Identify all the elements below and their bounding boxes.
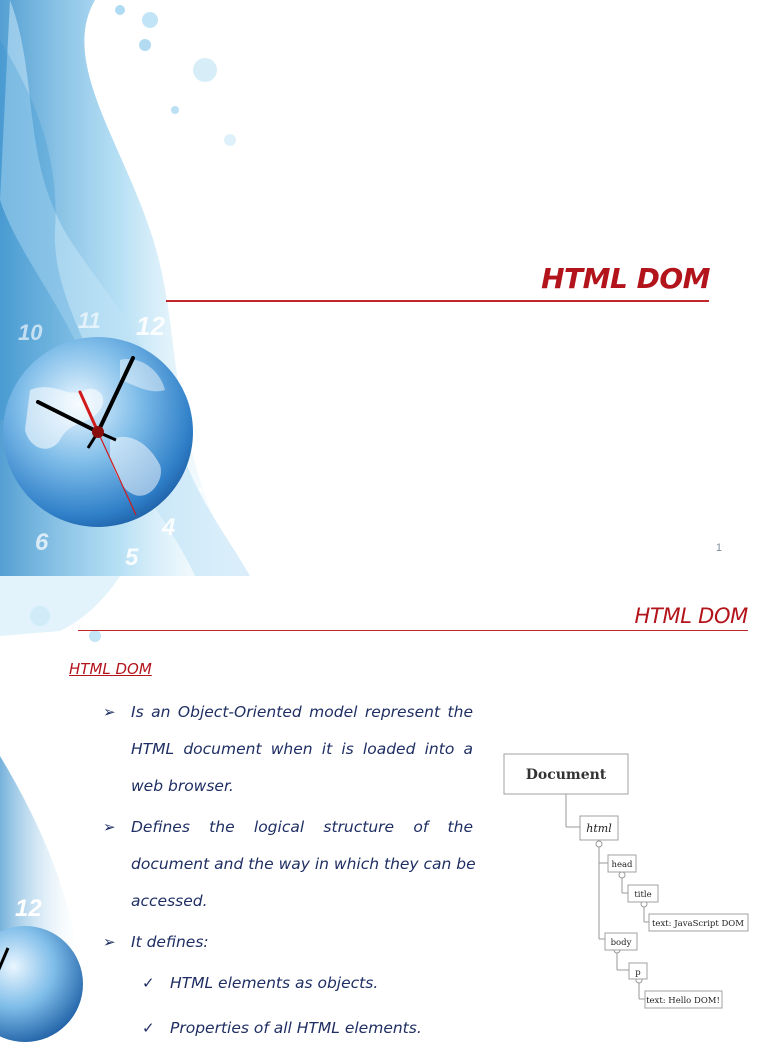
tree-node-label: title <box>634 890 652 900</box>
bullet-line: Is an Object-Oriented model represent the <box>131 703 473 721</box>
checkmark-bullet-icon: ✓ <box>142 1020 155 1037</box>
page-number: 1 <box>715 542 722 554</box>
tree-node-label: text: JavaScript DOM <box>652 919 744 929</box>
arrow-bullet-icon: ➢ <box>103 934 116 951</box>
tree-node-label: head <box>611 860 633 870</box>
svg-text:3: 3 <box>198 472 211 497</box>
svg-text:12: 12 <box>136 311 165 341</box>
arrow-bullet-icon: ➢ <box>103 819 116 836</box>
bullet-line: Defines the logical structure of the <box>131 818 473 836</box>
svg-text:5: 5 <box>125 544 139 571</box>
bullet-line: web browser. <box>131 777 234 795</box>
tree-node-label: body <box>610 938 632 948</box>
bullet-line: HTML document when it is loaded into a <box>131 740 473 758</box>
sub-bullet-line: Properties of all HTML elements. <box>170 1019 422 1037</box>
title-underline <box>166 300 709 302</box>
clock-numeral: 12 <box>15 895 42 922</box>
svg-text:4: 4 <box>162 514 176 541</box>
svg-text:2: 2 <box>205 410 218 435</box>
tree-node-label: html <box>586 822 612 835</box>
svg-text:1: 1 <box>180 352 193 377</box>
svg-text:6: 6 <box>35 529 49 556</box>
bullet-line: It defines: <box>131 933 209 951</box>
bullet-line: document and the way in which they can be <box>131 855 476 873</box>
slide-title: HTML DOM <box>634 604 748 628</box>
section-heading: HTML DOM <box>69 660 152 678</box>
tree-node-label: p <box>635 968 641 978</box>
dom-tree-diagram <box>0 576 768 1024</box>
svg-text:11: 11 <box>78 308 101 333</box>
content-slide <box>0 576 768 1037</box>
sub-bullet-line: HTML elements as objects. <box>170 974 379 992</box>
tree-node-label: Document <box>525 767 607 783</box>
slide-title: HTML DOM <box>541 262 710 295</box>
tree-node-label: text: Hello DOM! <box>646 996 720 1006</box>
checkmark-bullet-icon: ✓ <box>142 975 155 992</box>
arrow-bullet-icon: ➢ <box>103 704 116 721</box>
svg-text:10: 10 <box>18 320 43 345</box>
bullet-line: accessed. <box>131 892 208 910</box>
